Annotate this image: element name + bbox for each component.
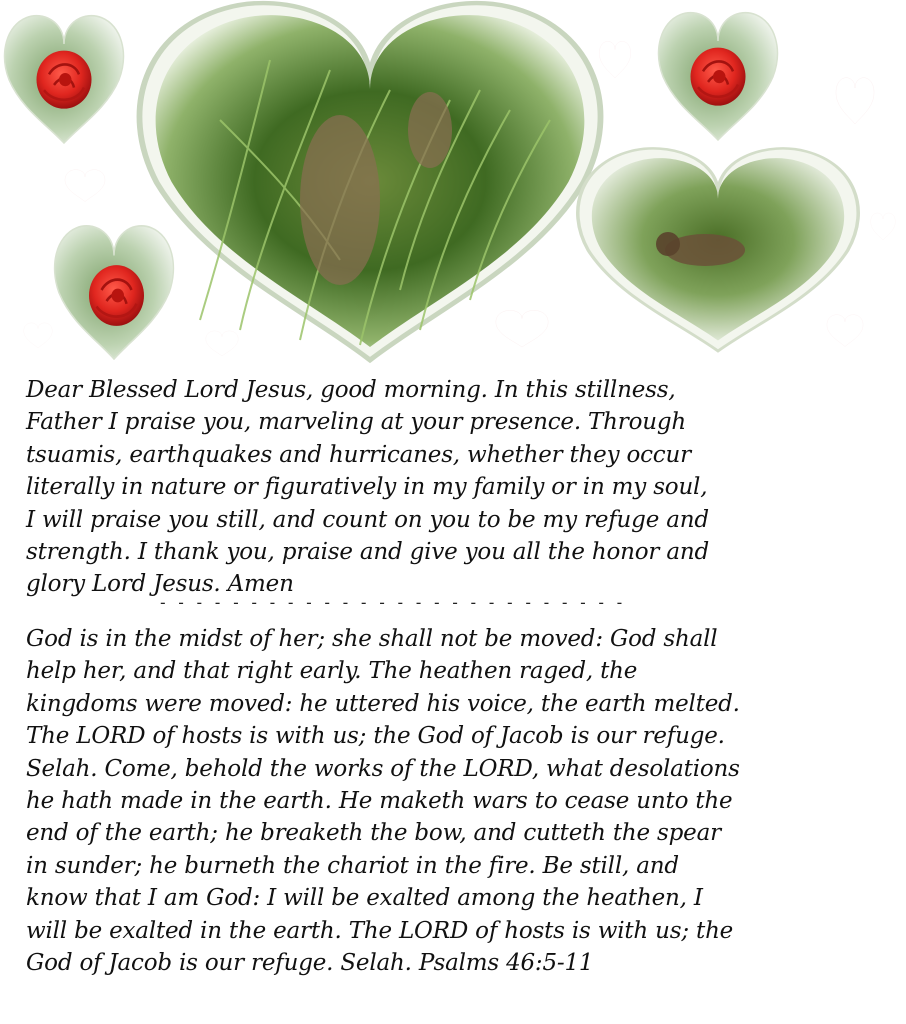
section-divider: - - - - - - - - - - - - - - - - - - - - - - - - - - [158,593,624,612]
outline-heart-icon [871,213,896,240]
prayer-line: Father I praise you, marveling at your presence. Through [26,409,686,436]
scripture-line: in sunder; he burneth the chariot in the fire. Be still, and [26,852,679,879]
outline-heart-icon [65,170,105,202]
scripture-line: The LORD of hosts is with us; the God of Jacob is our refuge. [26,723,725,750]
prayer-line: strength. I thank you, praise and give you all the honor and [26,539,709,566]
rose-heart-left [55,226,174,359]
scripture-text [26,623,886,979]
outline-heart-icon [496,310,548,347]
scripture-line: God of Jacob is our refuge. Selah. Psalms 46:5-11 [26,950,594,977]
outline-heart-icon [24,323,53,348]
outline-heart-icon [599,41,630,78]
scripture-line: end of the earth; he breaketh the bow, and cutteth the spear [26,820,721,847]
prayer-line: tsuamis, earthquakes and hurricanes, whether they occur [26,441,691,468]
scripture-line: know that I am God: I will be exalted among the heathen, I [26,885,703,912]
prayer-text [26,374,886,601]
scripture-line: help her, and that right early. The heathen raged, the [26,658,638,685]
prayer-line: glory Lord Jesus. Amen [26,571,294,598]
prayer-line: I will praise you still, and count on you to be my refuge and [26,506,709,533]
header-collage [0,0,906,372]
scripture-line: will be exalted in the earth. The LORD of hosts is with us; the [26,917,734,944]
prayer-line: literally in nature or figuratively in my family or in my soul, [26,474,708,501]
rose-heart-top-right [659,13,778,140]
outline-heart-icon [206,331,238,356]
outline-heart-icon [836,78,874,124]
scripture-line: kingdoms were moved: he uttered his voice, the earth melted. [26,690,740,717]
outline-heart-icon [827,315,863,347]
rose-heart-top-left [5,16,124,143]
prayer-line: Dear Blessed Lord Jesus, good morning. In this stillness, [26,377,676,403]
scripture-line: he hath made in the earth. He maketh wars to cease unto the [26,788,733,815]
scripture-line: Selah. Come, behold the works of the LORD, what desolations [26,755,740,782]
scripture-line: God is in the midst of her; she shall not be moved: God shall [26,626,718,652]
